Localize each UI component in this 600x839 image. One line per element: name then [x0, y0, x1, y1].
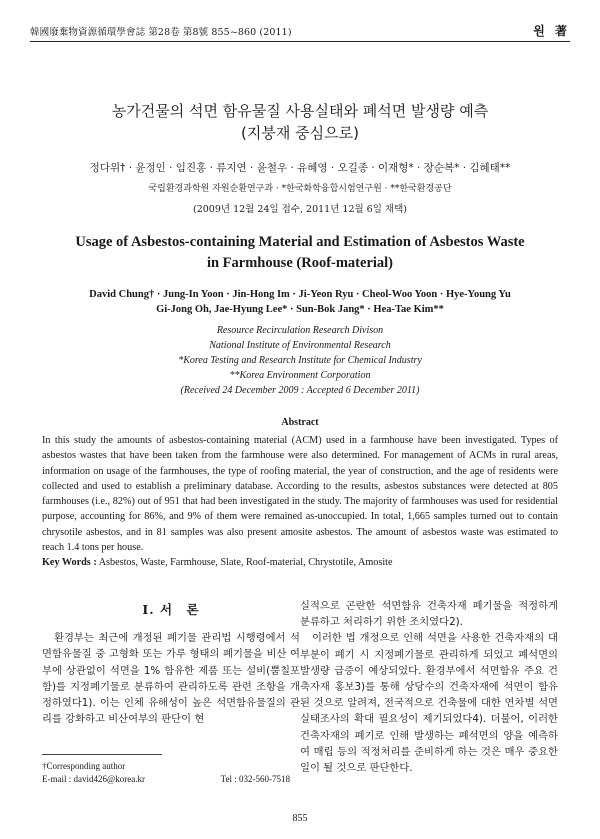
- corresponding-author: †Corresponding author: [42, 761, 126, 771]
- abstract-heading: Abstract: [281, 417, 319, 428]
- english-affiliations: [30, 323, 570, 398]
- affiliation-2: National Institute of Environmental Research: [209, 340, 391, 351]
- affiliation-4: **Korea Environment Corporation: [229, 370, 371, 381]
- english-authors-line1: David Chung† · Jung-In Yoon · Jin-Hong Im · Ji-Yeon Ryu · Cheol-Woo Yoon · Hye-Young Yu: [89, 289, 511, 300]
- english-title-line1: Usage of Asbestos-containing Material and Estimation of Asbestos Waste: [75, 234, 525, 250]
- abstract-text: In this study the amounts of asbestos-containing material (ACM) used in a farmhouse have been investigated. Types of asbestos wastes that have been taken from the farmhouse were also determined. For management of ACMs in rural areas, information on usage of the farmhouses, the type of roofing material, the year of construction, and the age of residents were collected and used to establish a preliminary database. According to the results, asbestos substances were detected at 805 farmhouses (i.e., 82%) out of 951 that had been investigated in the study. The majority of farmhouses was used for residential purpose, accounting for 86%, and 9% of them were remained as-unoccupied. In total, 1,665 samples turned out to contain chrysotile asbestos, and in 81 samples was also present amosite asbestos. The amount of asbestos waste was estimated to reach 1.4 tons per house.: [42, 435, 558, 554]
- korean-dates: (2009년 12월 24일 접수, 2011년 12월 6일 채택): [192, 204, 407, 215]
- page-number: 855: [292, 813, 308, 824]
- english-title-line2: in Farmhouse (Roof-material): [206, 255, 394, 271]
- intro-paragraph-1: 환경부는 최근에 개정된 폐기물 관리법 시행령에서 석면함유물질 중 고형화 또는 가루 형태의 폐기물을 비산 여부에 상관없이 석면을 1% 함유한 제품 또는 설비(뿜칠포함)를 지정폐기물로 분류하여 관리하도록 관련 조항을 개정하였다1). 이는 인체 유해성이 높은 석면함유물질의 관리를 강화하고 비산여부의 판단이 현: [42, 632, 300, 726]
- footnote: [42, 760, 300, 786]
- english-title: [30, 232, 570, 274]
- received-dates: (Received 24 December 2009 : Accepted 6 December 2011): [180, 385, 420, 396]
- intro-paragraph-2: 이러한 법 개정으로 인해 석면을 사용한 건축자재의 대부분이 폐기 시 지정폐기물로 관리하게 되었고 폐석면의 발생량 급증이 예상되었다. 환경부에서 석면함유 주요 건축자재 홍보3)를 통해 상당수의 건축자재에 석면이 함유된 것으로 알려져, 전국적으로 건축물에 대한 연차별 석면 실태조사의 확대 필요성이 제기되었다4). 더불어, 이러한 건축자재의 폐기로 인해 발생하는 폐석면의 양을 예측하여 매립 등의 적정처리를 준비하게 하는 것은 매우 중요한 일이 될 것으로 판단한다.: [300, 632, 558, 775]
- body-left-column: [42, 598, 300, 727]
- running-header: [30, 22, 570, 40]
- keywords-label: Key Words :: [42, 557, 97, 568]
- affiliation-3: *Korea Testing and Research Institute for Chemical Industry: [178, 355, 422, 366]
- korean-title: [30, 100, 570, 144]
- english-authors-line2: Gi-Jong Oh, Jae-Hyung Lee* · Sun-Bok Jang* · Hea-Tae Kim**: [156, 304, 444, 315]
- korean-title-line2: (지붕재 중심으로): [241, 124, 359, 142]
- body-right-column: [300, 598, 558, 776]
- english-authors: [30, 287, 570, 317]
- footnote-rule: [42, 754, 162, 755]
- journal-citation: 韓國廢棄物資源循環學會誌 第28卷 第8號 855~860 (2011): [30, 27, 292, 38]
- affiliation-1: Resource Recirculation Research Divison: [216, 325, 384, 336]
- korean-affiliations: 국립환경과학원 자원순환연구과 · *한국화학융합시험연구원 · **한국환경공단: [148, 184, 452, 194]
- keywords-text: Asbestos, Waste, Farmhouse, Slate, Roof-material, Chrystotile, Amosite: [98, 557, 393, 568]
- section-heading: I. 서 론: [142, 602, 200, 617]
- author-tel: Tel : 032-560-7518: [220, 774, 290, 784]
- korean-authors: 정다위† · 윤정인 · 임진홍 · 류지연 · 윤철우 · 유혜영 · 오길종 · 이재형* · 장순복* · 김혜태**: [89, 162, 511, 174]
- korean-title-line1: 농가건물의 석면 함유물질 사용실태와 폐석면 발생량 예측: [111, 102, 489, 120]
- header-rule: [30, 41, 570, 42]
- author-email: E-mail : david426@korea.kr: [42, 774, 146, 784]
- article-type: 원 著: [533, 24, 570, 38]
- keywords: [42, 557, 558, 568]
- intro-paragraph-continued: 실적으로 곤란한 석면함유 건축자재 폐기물을 적정하게 분류하고 처리하기 위한 조치였다2).: [300, 600, 558, 629]
